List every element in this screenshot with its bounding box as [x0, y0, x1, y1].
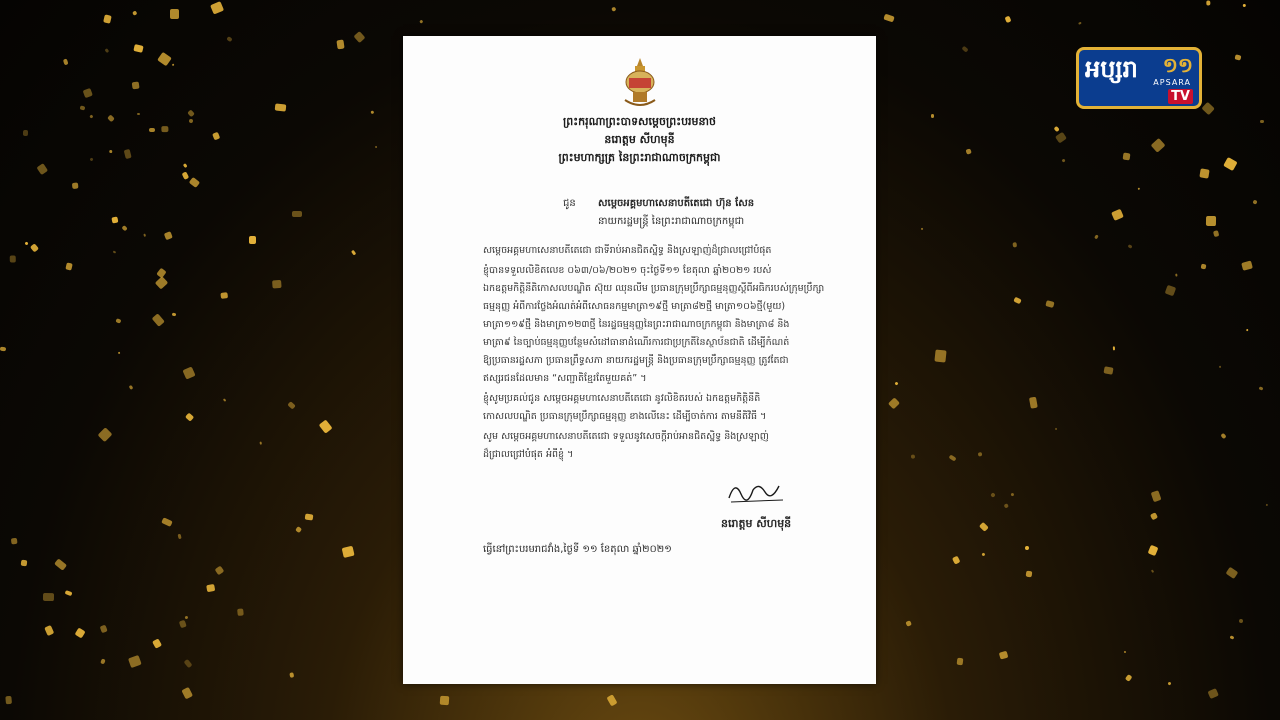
gold-particle	[1207, 688, 1219, 699]
gold-particle	[143, 233, 146, 237]
gold-particle	[184, 616, 188, 620]
gold-particle	[23, 130, 28, 136]
gold-particle	[1125, 674, 1133, 682]
gold-particle	[5, 695, 11, 703]
gold-particle	[419, 19, 423, 23]
gold-particle	[1026, 571, 1033, 578]
gold-particle	[990, 493, 995, 498]
gold-particle	[185, 412, 194, 421]
letter-header-line-2: នរោត្តម សីហមុនី	[604, 133, 675, 146]
gold-particle	[152, 638, 162, 648]
gold-particle	[1094, 235, 1099, 240]
gold-particle	[178, 534, 182, 540]
gold-particle	[90, 157, 94, 161]
gold-particle	[920, 227, 923, 230]
apsara-tv-logo	[1076, 47, 1202, 109]
gold-particle	[132, 11, 137, 16]
gold-particle	[1205, 216, 1215, 226]
gold-particle	[965, 148, 971, 154]
gold-particle	[1165, 285, 1176, 296]
gold-particle	[117, 352, 120, 355]
letter-header-line-1: ព្រះករុណាព្រះបាទសម្តេចព្រះបរមនាថ	[563, 115, 716, 128]
gold-particle	[227, 36, 233, 42]
body-line: ដ៏ជ្រាលជ្រៅបំផុត អំពីខ្ញុំ ។	[483, 449, 574, 460]
gold-particle	[152, 314, 165, 327]
gold-particle	[1246, 329, 1249, 332]
gold-particle	[80, 105, 86, 110]
royal-letter	[403, 36, 876, 684]
gold-particle	[121, 225, 127, 231]
gold-particle	[210, 1, 224, 14]
gold-particle	[1013, 242, 1018, 248]
gold-particle	[172, 312, 177, 316]
gold-particle	[164, 231, 173, 240]
gold-particle	[65, 262, 73, 271]
gold-particle	[894, 381, 898, 385]
gold-particle	[931, 114, 934, 117]
gold-particle	[1175, 273, 1177, 276]
gold-particle	[113, 251, 116, 254]
gold-particle	[888, 397, 900, 409]
gold-particle	[319, 419, 333, 433]
gold-particle	[273, 280, 282, 289]
gold-particle	[100, 659, 106, 665]
gold-particle	[612, 6, 617, 11]
gold-particle	[304, 514, 313, 521]
body-line: មាត្រា១១៩ថ្មី និងមាត្រា១២៣ថ្មី នៃរដ្ឋធម្មនុញ្ញនៃព្រះរាជាណាចក្រកម្ពុជា និងមាត្រា៨ និង	[483, 319, 790, 330]
gold-particle	[109, 150, 113, 153]
handwritten-signature	[725, 476, 787, 504]
gold-particle	[97, 428, 112, 443]
gold-particle	[961, 46, 968, 53]
gold-particle	[1005, 16, 1012, 24]
gold-particle	[161, 517, 172, 526]
gold-particle	[99, 624, 107, 633]
gold-particle	[1013, 297, 1022, 305]
gold-particle	[9, 256, 15, 263]
gold-particle	[74, 628, 85, 639]
gold-particle	[977, 452, 982, 456]
body-line: ខ្ញុំបានទទួលលិខិតលេខ ០៦៣/០៦/២០២១ ចុះថ្ងៃទី១១ ខែតុលា ឆ្នាំ២០២១ របស់	[483, 265, 772, 276]
gold-particle	[116, 318, 122, 323]
gold-particle	[259, 441, 262, 444]
gold-particle	[337, 40, 345, 50]
gold-particle	[170, 9, 179, 19]
gold-particle	[375, 146, 378, 149]
body-line: ធម្មនុញ្ញ អំពីការថ្លែងអំណត់អំពីសោធនកម្មមាត្រា១៩ថ្មី មាត្រា៨២ថ្មី មាត្រា១០៦ថ្មី(មួយ)	[483, 301, 786, 312]
gold-particle	[44, 625, 54, 636]
gold-particle	[179, 620, 187, 629]
gold-particle	[132, 81, 140, 89]
logo-main-text: អប្សរា	[1085, 55, 1138, 83]
gold-particle	[1128, 244, 1133, 249]
gold-particle	[292, 211, 301, 217]
gold-particle	[1226, 566, 1239, 578]
gold-particle	[1147, 544, 1158, 556]
body-line: កោសលបណ្ឌិត ប្រធានក្រុមប្រឹក្សាធម្មនុញ្ញ ខាងលើនេះ ដើម្បីចាត់ការ តាមនីតិវិធី ។	[483, 411, 767, 422]
gold-particle	[24, 241, 28, 245]
gold-particle	[222, 399, 226, 403]
gold-particle	[1218, 366, 1221, 369]
gold-particle	[1242, 261, 1254, 272]
gold-particle	[128, 655, 141, 668]
gold-particle	[342, 546, 355, 558]
gold-particle	[911, 454, 915, 459]
gold-particle	[440, 696, 450, 706]
gold-particle	[1138, 188, 1140, 191]
gold-particle	[129, 385, 134, 390]
gold-particle	[1103, 366, 1113, 375]
gold-particle	[350, 250, 356, 256]
gold-particle	[1045, 300, 1054, 307]
gold-particle	[112, 217, 119, 224]
gold-particle	[1213, 230, 1220, 237]
gold-particle	[65, 590, 73, 596]
gold-particle	[0, 346, 7, 351]
gold-particle	[83, 88, 93, 98]
gold-particle	[237, 609, 244, 616]
gold-particle	[37, 163, 48, 174]
logo-tv-badge: TV	[1168, 89, 1193, 104]
gold-particle	[187, 110, 195, 118]
signer-name: នរោត្តម សីហមុនី	[721, 517, 792, 530]
body-line: មាត្រា៩ នៃច្បាប់ធម្មនុញ្ញបន្ថែមសំដៅធានាដំណើរការជាប្រក្រតីនៃស្ថាប័នជាតិ ដើម្បីកំណត់	[483, 337, 790, 348]
gold-particle	[1151, 570, 1154, 573]
gold-particle	[183, 366, 196, 379]
gold-particle	[182, 163, 187, 168]
gold-particle	[1150, 490, 1161, 502]
gold-particle	[1202, 102, 1216, 116]
gold-particle	[289, 672, 294, 678]
gold-particle	[1265, 503, 1268, 505]
gold-particle	[220, 292, 228, 299]
gold-particle	[1260, 120, 1264, 124]
gold-particle	[287, 401, 296, 410]
address-title: នាយករដ្ឋមន្ត្រី នៃព្រះរាជាណាចក្រកម្ពុជា	[598, 216, 745, 227]
body-line: ឱ្យប្រធានរដ្ឋសភា ប្រធានព្រឹទ្ធសភា នាយករដ្ឋមន្ត្រី និងប្រធានក្រុមប្រឹក្សាធម្មនុញ្ញ ត្រូវតែជា	[483, 355, 789, 366]
body-line: ឯកឧត្តមកិត្តិនីតិកោសលបណ្ឌិត ស៊ុយ ឈុនលីម ប្រធានក្រុមប្រឹក្សាធម្មនុញ្ញស្តីពីអធិករបស់ក្រុមប្រឹក្សា	[483, 283, 825, 294]
gold-particle	[949, 454, 957, 461]
gold-particle	[1168, 681, 1172, 685]
gold-particle	[884, 14, 895, 23]
gold-particle	[1253, 199, 1258, 204]
gold-particle	[212, 131, 220, 139]
date-line: ធ្វើនៅព្រះបរមរាជវាំង,ថ្ងៃទី ១១ ខែតុលា ឆ្នាំ២០២១	[483, 544, 672, 555]
gold-particle	[1112, 346, 1114, 350]
body-line: សូម សម្តេចអគ្គមហាសេនាបតីតេជោ ទទួលនូវសេចក្តីរាប់អានជិតស្និទ្ធ និងស្រឡាញ់	[483, 431, 769, 442]
gold-particle	[295, 526, 302, 533]
gold-particle	[980, 522, 990, 532]
gold-particle	[275, 103, 286, 111]
gold-particle	[1124, 650, 1126, 652]
gold-particle	[1079, 22, 1082, 25]
royal-crest-icon	[621, 56, 659, 108]
gold-particle	[161, 126, 168, 133]
letter-header-line-3: ព្រះមហាក្សត្រ នៃព្រះរាជាណាចក្រកម្ពុជា	[558, 151, 721, 164]
logo-number: ១១	[1162, 53, 1193, 77]
gold-particle	[1054, 126, 1061, 133]
gold-particle	[123, 149, 131, 159]
gold-particle	[1207, 1, 1211, 6]
gold-particle	[354, 31, 366, 43]
gold-particle	[10, 538, 17, 545]
gold-particle	[157, 52, 172, 66]
gold-particle	[1221, 433, 1227, 439]
gold-particle	[215, 565, 225, 575]
gold-particle	[1025, 546, 1029, 550]
gold-particle	[982, 553, 986, 557]
gold-particle	[953, 556, 961, 564]
gold-particle	[606, 695, 617, 707]
gold-particle	[1150, 513, 1158, 521]
gold-particle	[155, 276, 169, 290]
gold-particle	[21, 559, 28, 566]
gold-particle	[1259, 386, 1264, 390]
gold-particle	[1062, 159, 1066, 163]
gold-particle	[206, 584, 215, 592]
gold-particle	[1224, 157, 1238, 171]
body-line: ខ្ញុំសូមប្រគល់ជូន សម្តេចអគ្គមហាសេនាបតីតេជោ នូវលិខិតរបស់ ឯកឧត្តមកិត្តិនីតិ	[483, 393, 761, 404]
gold-particle	[181, 686, 193, 699]
gold-particle	[905, 620, 912, 627]
gold-particle	[1011, 493, 1014, 496]
gold-particle	[189, 177, 200, 188]
gold-particle	[172, 64, 175, 67]
gold-particle	[1123, 153, 1131, 161]
gold-particle	[1055, 427, 1058, 430]
gold-particle	[1199, 168, 1209, 178]
logo-sub-text: APSARA	[1153, 78, 1191, 87]
body-line: ឥស្សរជនដែលមាន “សញ្ជាតិខ្មែរតែមួយគត់” ។	[483, 373, 647, 384]
gold-particle	[249, 236, 256, 244]
address-name: សម្តេចអគ្គមហាសេនាបតីតេជោ ហ៊ុន សែន	[598, 198, 755, 209]
gold-particle	[149, 128, 155, 132]
gold-particle	[957, 658, 964, 665]
body-line: សម្តេចអគ្គមហាសេនាបតីតេជោ ជាទីរាប់អានជិតស្និទ្ធ និងស្រឡាញ់ដ៏ជ្រាលជ្រៅបំផុត	[483, 245, 772, 256]
gold-particle	[1150, 138, 1165, 153]
gold-particle	[1111, 209, 1124, 221]
gold-particle	[137, 112, 140, 114]
gold-particle	[1229, 635, 1234, 639]
gold-particle	[63, 59, 68, 66]
address-label: ជូន	[563, 198, 576, 209]
gold-particle	[935, 350, 947, 363]
gold-particle	[1003, 503, 1009, 509]
gold-particle	[54, 558, 67, 571]
gold-particle	[1238, 619, 1242, 624]
gold-particle	[72, 182, 79, 189]
gold-particle	[1055, 132, 1067, 144]
gold-particle	[1234, 54, 1241, 60]
gold-particle	[107, 115, 115, 123]
gold-particle	[43, 593, 54, 601]
gold-particle	[31, 243, 40, 252]
gold-particle	[370, 110, 374, 114]
gold-particle	[1200, 263, 1206, 269]
gold-particle	[133, 44, 144, 53]
gold-particle	[103, 14, 111, 23]
gold-particle	[182, 171, 189, 179]
gold-particle	[998, 651, 1008, 660]
gold-particle	[1029, 397, 1038, 409]
gold-particle	[188, 119, 193, 124]
gold-particle	[183, 659, 192, 668]
gold-particle	[105, 48, 109, 53]
gold-particle	[89, 114, 93, 118]
gold-particle	[1243, 4, 1246, 7]
